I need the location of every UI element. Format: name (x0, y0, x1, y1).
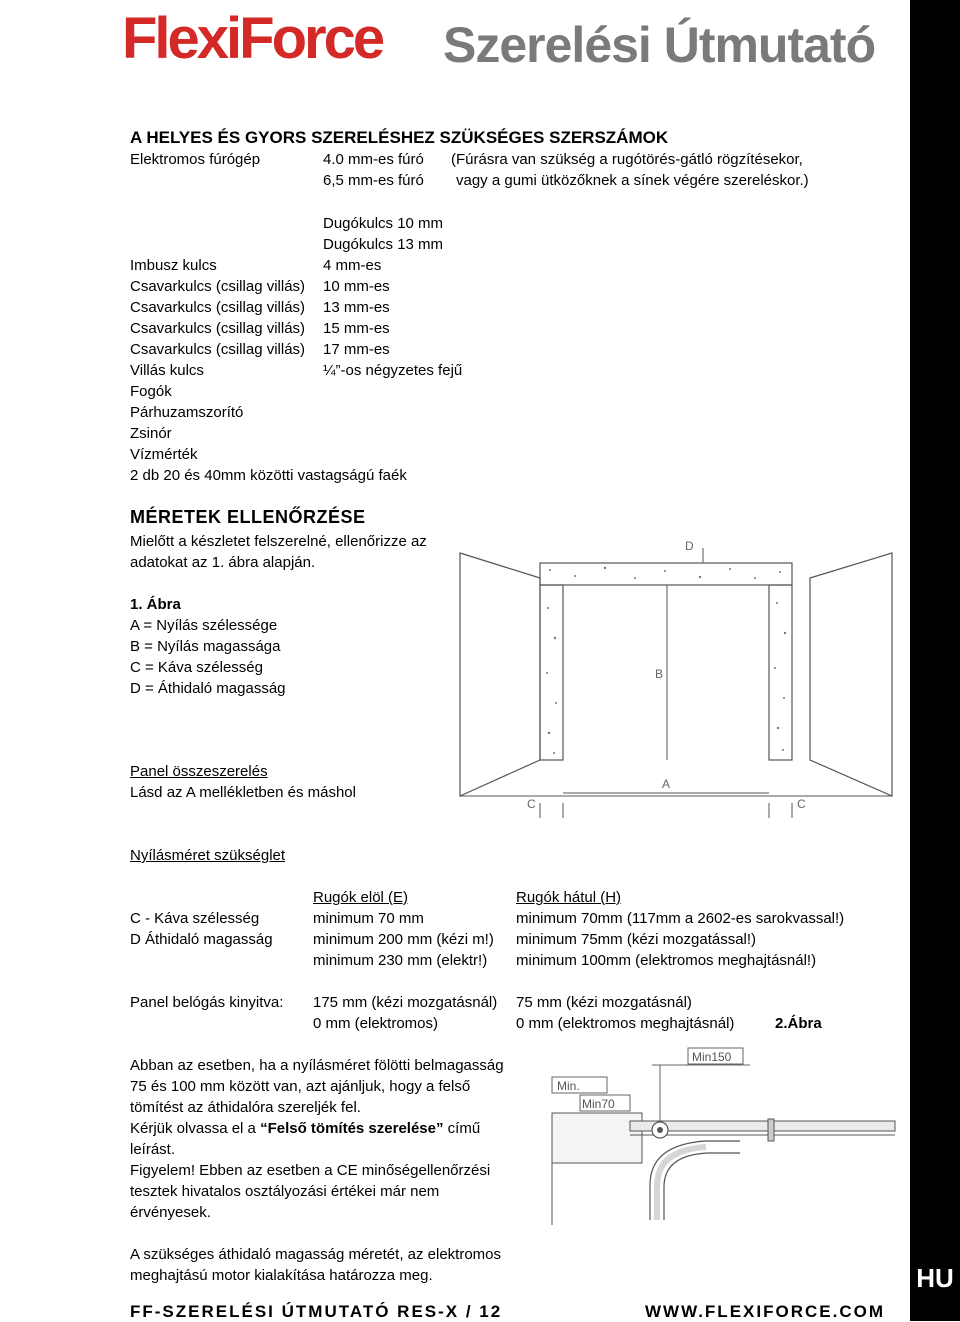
tool-item-size: 10 mm-es (323, 278, 390, 295)
d-front-1: minimum 200 mm (kézi m!) (313, 931, 494, 948)
warning-line: Figyelem! Ebben az esetben a CE minőségellenőrzési (130, 1162, 491, 1179)
tool-item-name: Zsinór (130, 425, 172, 442)
legend-c: C = Káva szélesség (130, 659, 263, 676)
lintel (540, 563, 792, 585)
language-sidebar (910, 0, 960, 1321)
tool-item-name: Vízmérték (130, 446, 198, 463)
c-back: minimum 70mm (117mm a 2602-es sarokvassal!) (516, 910, 845, 927)
tool-item-size: 13 mm-es (323, 299, 390, 316)
left-jamb (540, 585, 563, 760)
motor-note: meghajtású motor kialakítása határozza meg. (130, 1267, 433, 1284)
note-line: leírást. (130, 1141, 176, 1158)
tool-item-size: 17 mm-es (323, 341, 390, 358)
figure2-title: 2.Ábra (775, 1015, 822, 1032)
figure1-opening-diagram (455, 528, 895, 828)
d-label: D Áthidaló magasság (130, 931, 273, 948)
tool-item-size: 15 mm-es (323, 320, 390, 337)
socket-10: Dugókulcs 10 mm (323, 215, 444, 232)
tool-item-size: 4 mm-es (323, 257, 382, 274)
tool-item-name: Párhuzamszorító (130, 404, 244, 421)
note-text: című (443, 1120, 481, 1137)
tool-item-name: Csavarkulcs (csillag villás) (130, 278, 306, 295)
requirements-title: Nyílásméret szükséglet (130, 847, 286, 864)
panel-back-1: 75 mm (kézi mozgatásnál) (516, 994, 692, 1011)
note-line: 75 és 100 mm között van, azt ajánljuk, hogy a felső (130, 1078, 471, 1095)
figure2-track-diagram (540, 1045, 900, 1230)
measure-text-1: Mielőtt a készletet felszerelné, ellenőrizze az (130, 533, 427, 550)
language-badge: HU (916, 1263, 954, 1293)
tool-bit-4: 4.0 mm-es fúró (323, 151, 424, 168)
dim-label-c-right: C (797, 797, 806, 811)
tools-heading: A HELYES ÉS GYORS SZERELÉSHEZ SZÜKSÉGES SZERSZÁMOK (130, 128, 669, 147)
warning-line: tesztek hivatalos osztályozási értékei már nem (130, 1183, 440, 1200)
tool-item-name: Villás kulcs (130, 362, 204, 379)
page-title: Szerelési Útmutató (443, 17, 876, 73)
dim-min: Min. (557, 1079, 580, 1093)
dim-min70: Min70 (582, 1097, 615, 1111)
tool-note-2: vagy a gumi ütközőknek a sínek végére szereléskor.) (456, 172, 809, 189)
tool-item-size: ¼”-os négyzetes fejű (323, 362, 463, 379)
tool-item-name: Csavarkulcs (csillag villás) (130, 320, 306, 337)
note-line (130, 1119, 480, 1139)
note-text: Kérjük olvassa el a (130, 1120, 261, 1137)
right-side-wall (810, 553, 892, 796)
col-back-header: Rugók hátul (H) (516, 889, 622, 906)
d-front-2: minimum 230 mm (elektr!) (313, 952, 488, 969)
c-front: minimum 70 mm (313, 910, 424, 927)
left-side-wall (460, 553, 540, 796)
tool-note-1: (Fúrásra van szükség a rugótörés-gátló rögzítésekor, (451, 151, 803, 168)
note-line: Abban az esetben, ha a nyílásméret fölötti belmagasság (130, 1057, 504, 1074)
panel-front-2: 0 mm (elektromos) (313, 1015, 439, 1032)
note-reference: “Felső tömítés szerelése” (260, 1120, 444, 1137)
warning-line: érvényesek. (130, 1204, 211, 1221)
socket-13: Dugókulcs 13 mm (323, 236, 444, 253)
col-front-header: Rugók elöl (E) (313, 889, 409, 906)
dim-min150: Min150 (692, 1050, 732, 1064)
dim-label-d: D (685, 539, 694, 553)
right-jamb (769, 585, 792, 760)
c-label: C - Káva szélesség (130, 910, 260, 927)
panel-back-2: 0 mm (elektromos meghajtásnál) (516, 1015, 735, 1032)
tool-item-name: Fogók (130, 383, 172, 400)
motor-note: A szükséges áthidaló magasság méretét, az elektromos (130, 1246, 502, 1263)
footer-document-id: FF-SZERELÉSI ÚTMUTATÓ RES-X / 12 (130, 1302, 503, 1321)
legend-b: B = Nyílás magassága (130, 638, 281, 655)
tool-item-name: 2 db 20 és 40mm közötti vastagságú faék (130, 467, 407, 484)
tool-drill: Elektromos fúrógép (130, 151, 261, 168)
legend-d: D = Áthidaló magasság (130, 680, 286, 697)
legend-a: A = Nyílás szélessége (130, 617, 278, 634)
tool-item-name: Csavarkulcs (csillag villás) (130, 341, 306, 358)
dim-label-b: B (655, 667, 664, 681)
footer-website: WWW.FLEXIFORCE.COM (645, 1302, 885, 1321)
panel-text: Lásd az A mellékletben és máshol (130, 784, 356, 801)
panel-title: Panel összeszerelés (130, 763, 268, 780)
tool-bit-65: 6,5 mm-es fúró (323, 172, 424, 189)
concrete-texture (546, 567, 786, 754)
dim-label-a: A (662, 777, 671, 791)
d-back-1: minimum 75mm (kézi mozgatással!) (516, 931, 757, 948)
panel-overhang-label: Panel belógás kinyitva: (130, 994, 284, 1011)
measure-heading: MÉRETEK ELLENŐRZÉSE (130, 507, 366, 527)
logo: FlexiForce (122, 6, 383, 71)
note-line: tömítést az áthidalóra szereljék fel. (130, 1099, 361, 1116)
tool-item-name: Csavarkulcs (csillag villás) (130, 299, 306, 316)
tool-item-name: Imbusz kulcs (130, 257, 217, 274)
panel-front-1: 175 mm (kézi mozgatásnál) (313, 994, 498, 1011)
d-back-2: minimum 100mm (elektromos meghajtásnál!) (516, 952, 817, 969)
measure-text-2: adatokat az 1. ábra alapján. (130, 554, 316, 571)
figure1-title: 1. Ábra (130, 596, 181, 613)
dim-label-c-left: C (527, 797, 536, 811)
